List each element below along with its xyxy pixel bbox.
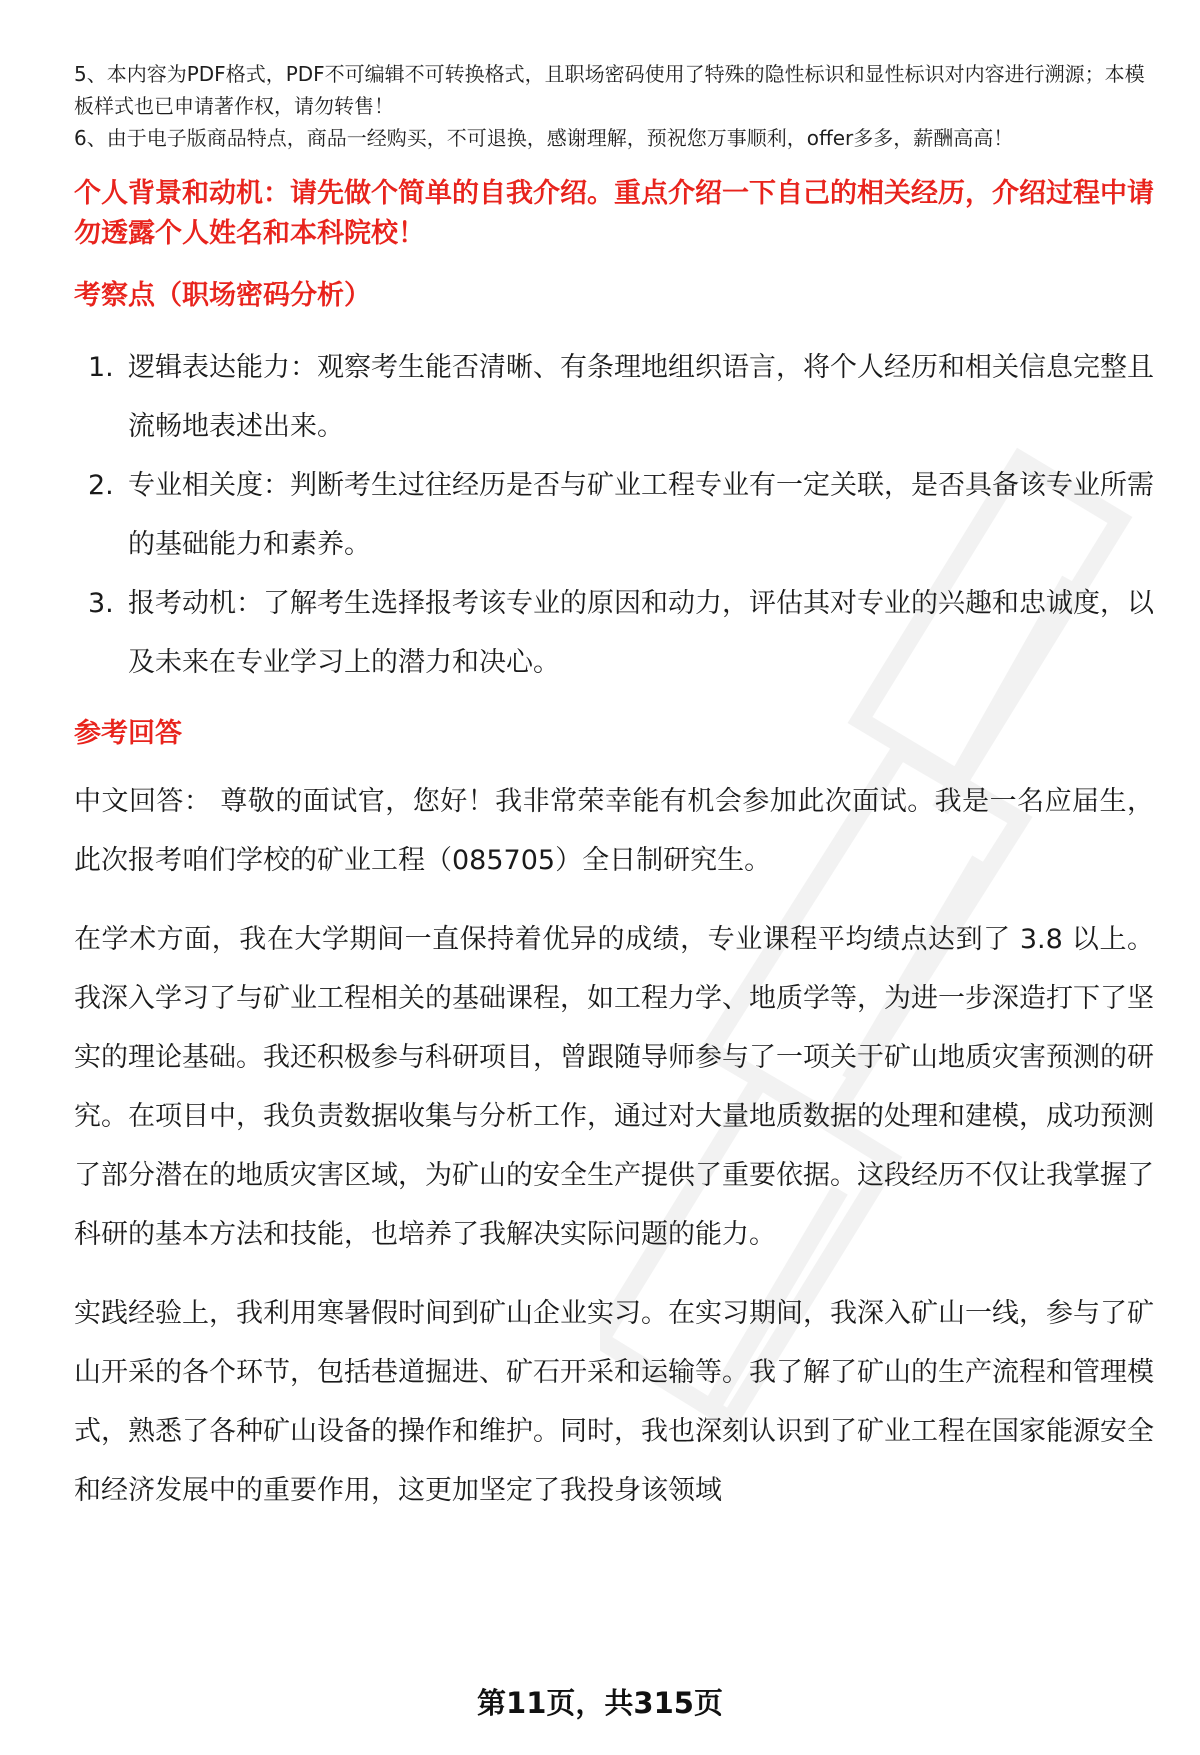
analysis-heading: 考察点（职场密码分析） xyxy=(74,280,371,311)
list-number: 1. xyxy=(88,352,114,383)
analysis-points-list xyxy=(74,338,1154,692)
page-number: 第11页，共315页 xyxy=(477,1686,723,1720)
list-number: 2. xyxy=(88,470,114,501)
notice-5: 5、本内容为PDF格式，PDF不可编辑不可转换格式，且职场密码使用了特殊的隐性标识和显性标识对内容进行溯源；本模板样式也已申请著作权，请勿转售！ xyxy=(74,62,1145,118)
interview-question: 个人背景和动机：请先做个简单的自我介绍。重点介绍一下自己的相关经历，介绍过程中请勿透露个人姓名和本科院校！ xyxy=(74,178,1154,249)
list-item xyxy=(74,456,1154,574)
list-number: 3. xyxy=(88,588,114,619)
list-item-text: 专业相关度：判断考生过往经历是否与矿业工程专业有一定关联，是否具备该专业所需的基础能力和素养。 xyxy=(128,470,1154,560)
list-item xyxy=(74,574,1154,692)
answer-heading: 参考回答 xyxy=(74,718,182,749)
main-content xyxy=(74,58,1154,1520)
list-item-text: 报考动机：了解考生选择报考该专业的原因和动力，评估其对专业的兴趣和忠诚度，以及未来在专业学习上的潜力和决心。 xyxy=(128,588,1154,678)
list-item-text: 逻辑表达能力：观察考生能否清晰、有条理地组织语言，将个人经历和相关信息完整且流畅地表述出来。 xyxy=(128,352,1154,442)
notice-6: 6、由于电子版商品特点，商品一经购买，不可退换，感谢理解，预祝您万事顺利，offer多多，薪酬高高！ xyxy=(74,126,1014,150)
answer-paragraph-academic: 在学术方面，我在大学期间一直保持着优异的成绩，专业课程平均绩点达到了 3.8 以上。我深入学习了与矿业工程相关的基础课程，如工程力学、地质学等，为进一步深造打下了坚实的理论基础。我还积极参与科研项目，曾跟随导师参与了一项关于矿山地质灾害预测的研究。在项目中，我负责数据收集与分析工作，通过对大量地质数据的处理和建模，成功预测了部分潜在的地质灾害区域，为矿山的安全生产提供了重要依据。这段经历不仅让我掌握了科研的基本方法和技能，也培养了我解决实际问题的能力。 xyxy=(74,924,1154,1250)
list-item xyxy=(74,338,1154,456)
answer-paragraph-intro: 中文回答： 尊敬的面试官，您好！我非常荣幸能有机会参加此次面试。我是一名应届生，此次报考咱们学校的矿业工程（085705）全日制研究生。 xyxy=(74,786,1154,876)
answer-paragraph-practice: 实践经验上，我利用寒暑假时间到矿山企业实习。在实习期间，我深入矿山一线，参与了矿山开采的各个环节，包括巷道掘进、矿石开采和运输等。我了解了矿山的生产流程和管理模式，熟悉了各种矿山设备的操作和维护。同时，我也深刻认识到了矿业工程在国家能源安全和经济发展中的重要作用，这更加坚定了我投身该领域 xyxy=(74,1298,1154,1506)
